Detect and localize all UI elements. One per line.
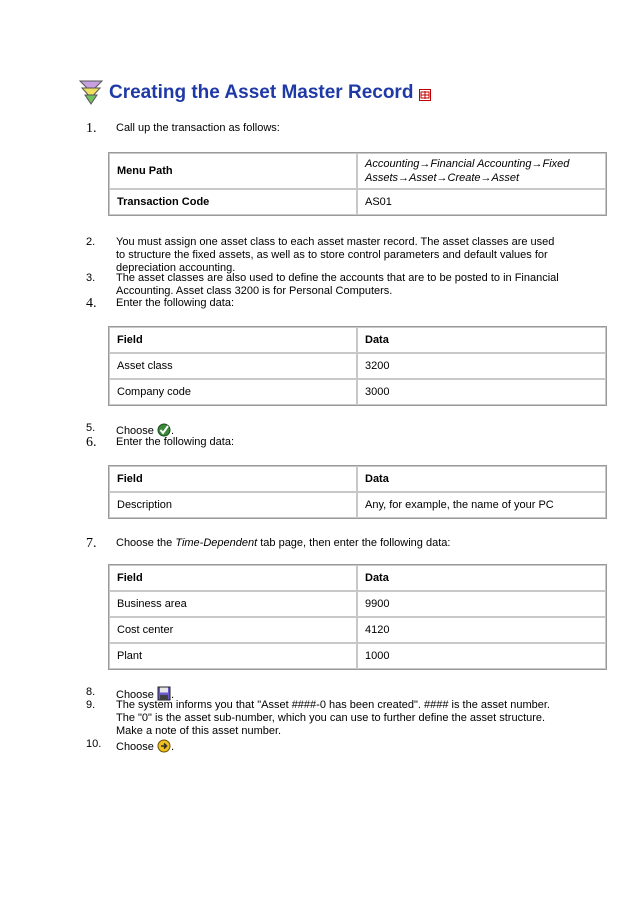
table-cell-value: Accounting→Financial Accounting→Fixed Assets→Asset→Create→Asset — [357, 153, 606, 189]
table-header-field: Field — [109, 565, 357, 591]
table-row — [109, 617, 606, 643]
table-cell-data: Any, for example, the name of your PC — [357, 492, 606, 518]
table-header-data: Data — [357, 466, 606, 492]
step-number: 10. — [86, 738, 102, 750]
step-text-pre: Choose — [116, 741, 154, 753]
step-text — [116, 537, 566, 550]
page-title-text: Creating the Asset Master Record — [109, 82, 414, 103]
step-number: 5. — [86, 422, 96, 434]
step-7 — [86, 537, 566, 550]
step-4 — [86, 297, 566, 310]
table-row — [109, 643, 606, 669]
table-cell-field: Asset class — [109, 353, 357, 379]
time-dependent-table — [108, 564, 607, 670]
step-1 — [86, 122, 566, 135]
step-number: 7. — [86, 536, 97, 551]
table-cell-data: 4120 — [357, 617, 606, 643]
step-text: Enter the following data: — [116, 297, 235, 309]
step-text — [116, 738, 566, 754]
table-header-row — [109, 466, 606, 492]
table-cell-field: Company code — [109, 379, 357, 405]
print-icon[interactable] — [419, 89, 431, 101]
table-row — [109, 492, 606, 518]
step-3 — [86, 272, 566, 298]
table-row — [109, 591, 606, 617]
step-number: 4. — [86, 296, 97, 311]
table-cell-field: Business area — [109, 591, 357, 617]
transaction-table — [108, 152, 607, 216]
table-cell-value: AS01 — [357, 189, 606, 215]
step-text: Enter the following data: — [116, 436, 235, 448]
green-check-icon[interactable] — [157, 422, 171, 437]
description-table — [108, 465, 607, 519]
step-number: 1. — [86, 121, 97, 136]
table-cell-field: Plant — [109, 643, 357, 669]
table-row — [109, 189, 606, 215]
table-header-data: Data — [357, 565, 606, 591]
step-10 — [86, 738, 566, 754]
step-text: Call up the transaction as follows: — [116, 122, 280, 134]
step-number: 6. — [86, 435, 97, 450]
step-text-post: tab page, then enter the following data: — [257, 537, 451, 549]
table-row — [109, 153, 606, 189]
table-header-data: Data — [357, 327, 606, 353]
step-text-post: . — [170, 689, 175, 701]
step-text: You must assign one asset class to each asset master record. The asset classes are used to structure the fixed assets, as well as to store control parameters and default values for depreciation accounting. — [116, 236, 555, 274]
step-text-post: . — [170, 741, 175, 753]
step-text: The system informs you that "Asset ####-0 has been created". #### is the asset number. The "0" is the asset sub-number, which you can use to further define the asset structure. Make a note of this asset number. — [116, 699, 550, 737]
table-header-row — [109, 565, 606, 591]
step-6 — [86, 436, 566, 449]
step-number: 9. — [86, 699, 96, 711]
table-row — [109, 379, 606, 405]
exit-icon[interactable] — [157, 738, 171, 753]
step-text-post: . — [170, 425, 175, 437]
page-title — [77, 76, 431, 110]
table-header-row — [109, 327, 606, 353]
step-number: 3. — [86, 272, 96, 284]
table-cell-label: Menu Path — [109, 153, 357, 189]
step-9 — [86, 699, 566, 738]
assets-funnel-icon — [77, 78, 105, 108]
table-cell-field: Cost center — [109, 617, 357, 643]
step-number: 2. — [86, 236, 96, 248]
step-text-pre: Choose — [116, 425, 154, 437]
step-text-pre: Choose — [116, 689, 154, 701]
table-cell-data: 3000 — [357, 379, 606, 405]
table-cell-data: 3200 — [357, 353, 606, 379]
table-cell-label: Transaction Code — [109, 189, 357, 215]
step-text: The asset classes are also used to define the accounts that are to be posted to in Financial Accounting. Asset class 3200 is for Personal Computers. — [116, 272, 559, 297]
table-cell-data: 9900 — [357, 591, 606, 617]
tab-name: Time-Dependent — [175, 537, 258, 549]
step-text-pre: Choose the — [116, 537, 176, 549]
table-cell-data: 1000 — [357, 643, 606, 669]
table-cell-field: Description — [109, 492, 357, 518]
table-header-field: Field — [109, 466, 357, 492]
step-2 — [86, 236, 566, 275]
asset-class-table — [108, 326, 607, 406]
step-number: 8. — [86, 686, 96, 698]
table-row — [109, 353, 606, 379]
table-header-field: Field — [109, 327, 357, 353]
